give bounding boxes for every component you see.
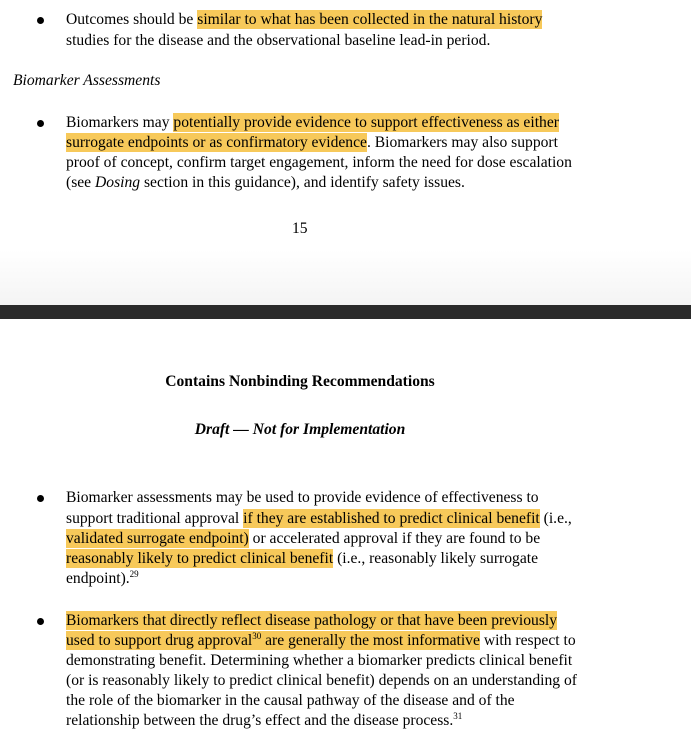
text-line: (or is reasonably likely to predict clinical benefit) depends on an understanding of (66, 672, 577, 689)
page-number: 15 (292, 220, 308, 237)
text-line (66, 711, 462, 731)
text-line (66, 173, 465, 193)
text-line (66, 10, 542, 30)
highlight: potentially provide evidence to support effectiveness as either (173, 114, 559, 131)
page-subheader: Draft — Not for Implementation (194, 421, 406, 438)
text-span: section in this guidance), and identify safety issues. (143, 174, 465, 191)
highlight: are generally the most informative (265, 632, 480, 649)
highlight: reasonably likely to predict clinical benefit (66, 550, 334, 567)
highlight: Biomarkers that directly reflect disease pathology or that have been previously (66, 612, 558, 629)
footnote-ref[interactable]: 31 (453, 711, 463, 721)
text-line: Biomarker assessments may be used to provide evidence of effectiveness to (66, 489, 539, 506)
text-span: (i.e., (543, 510, 572, 527)
highlight: used to support drug approval (66, 632, 253, 649)
text-line (66, 631, 576, 651)
text-line (66, 509, 572, 529)
section-heading: Biomarker Assessments (13, 72, 161, 89)
text-line: proof of concept, confirm target engagement, inform the need for dose escalation (66, 154, 572, 171)
text-span: . Biomarkers may also support (366, 134, 558, 151)
text-line: demonstrating benefit. Determining whether a biomarker predicts clinical benefit (66, 652, 573, 669)
text-line (66, 611, 557, 631)
footnote-ref[interactable]: 30 (252, 631, 262, 641)
text-line: the role of the biomarker in the causal pathway of the disease and of the (66, 692, 515, 709)
highlight: surrogate endpoints or as confirmatory evidence (66, 134, 367, 151)
footnote-ref[interactable]: 29 (129, 569, 139, 579)
text-line: studies for the disease and the observational baseline lead-in period. (66, 32, 491, 49)
page-header: Contains Nonbinding Recommendations (165, 373, 435, 390)
text-span: endpoint). (66, 570, 130, 587)
text-span: with respect to (483, 632, 576, 649)
text-span: Biomarkers may (66, 114, 170, 131)
text-span: relationship between the drug’s effect and the disease process. (66, 712, 454, 729)
text-span: (see (66, 174, 92, 191)
text-span: (i.e., reasonably likely surrogate (337, 550, 538, 567)
text-span: support traditional approval (66, 510, 240, 527)
text-line (66, 529, 540, 549)
text-line (66, 549, 538, 569)
italic-text: Dosing (95, 174, 141, 191)
text-line (66, 569, 139, 589)
highlight: similar to what has been collected in the natural history (197, 11, 543, 28)
text-line (66, 113, 559, 133)
highlight: if they are established to predict clinical benefit (243, 510, 540, 527)
text-span: Outcomes should be (66, 11, 194, 28)
highlight: validated surrogate endpoint) (66, 530, 249, 547)
text-span: or accelerated approval if they are found to be (252, 530, 541, 547)
page-separator (0, 305, 691, 319)
text-line (66, 133, 558, 153)
